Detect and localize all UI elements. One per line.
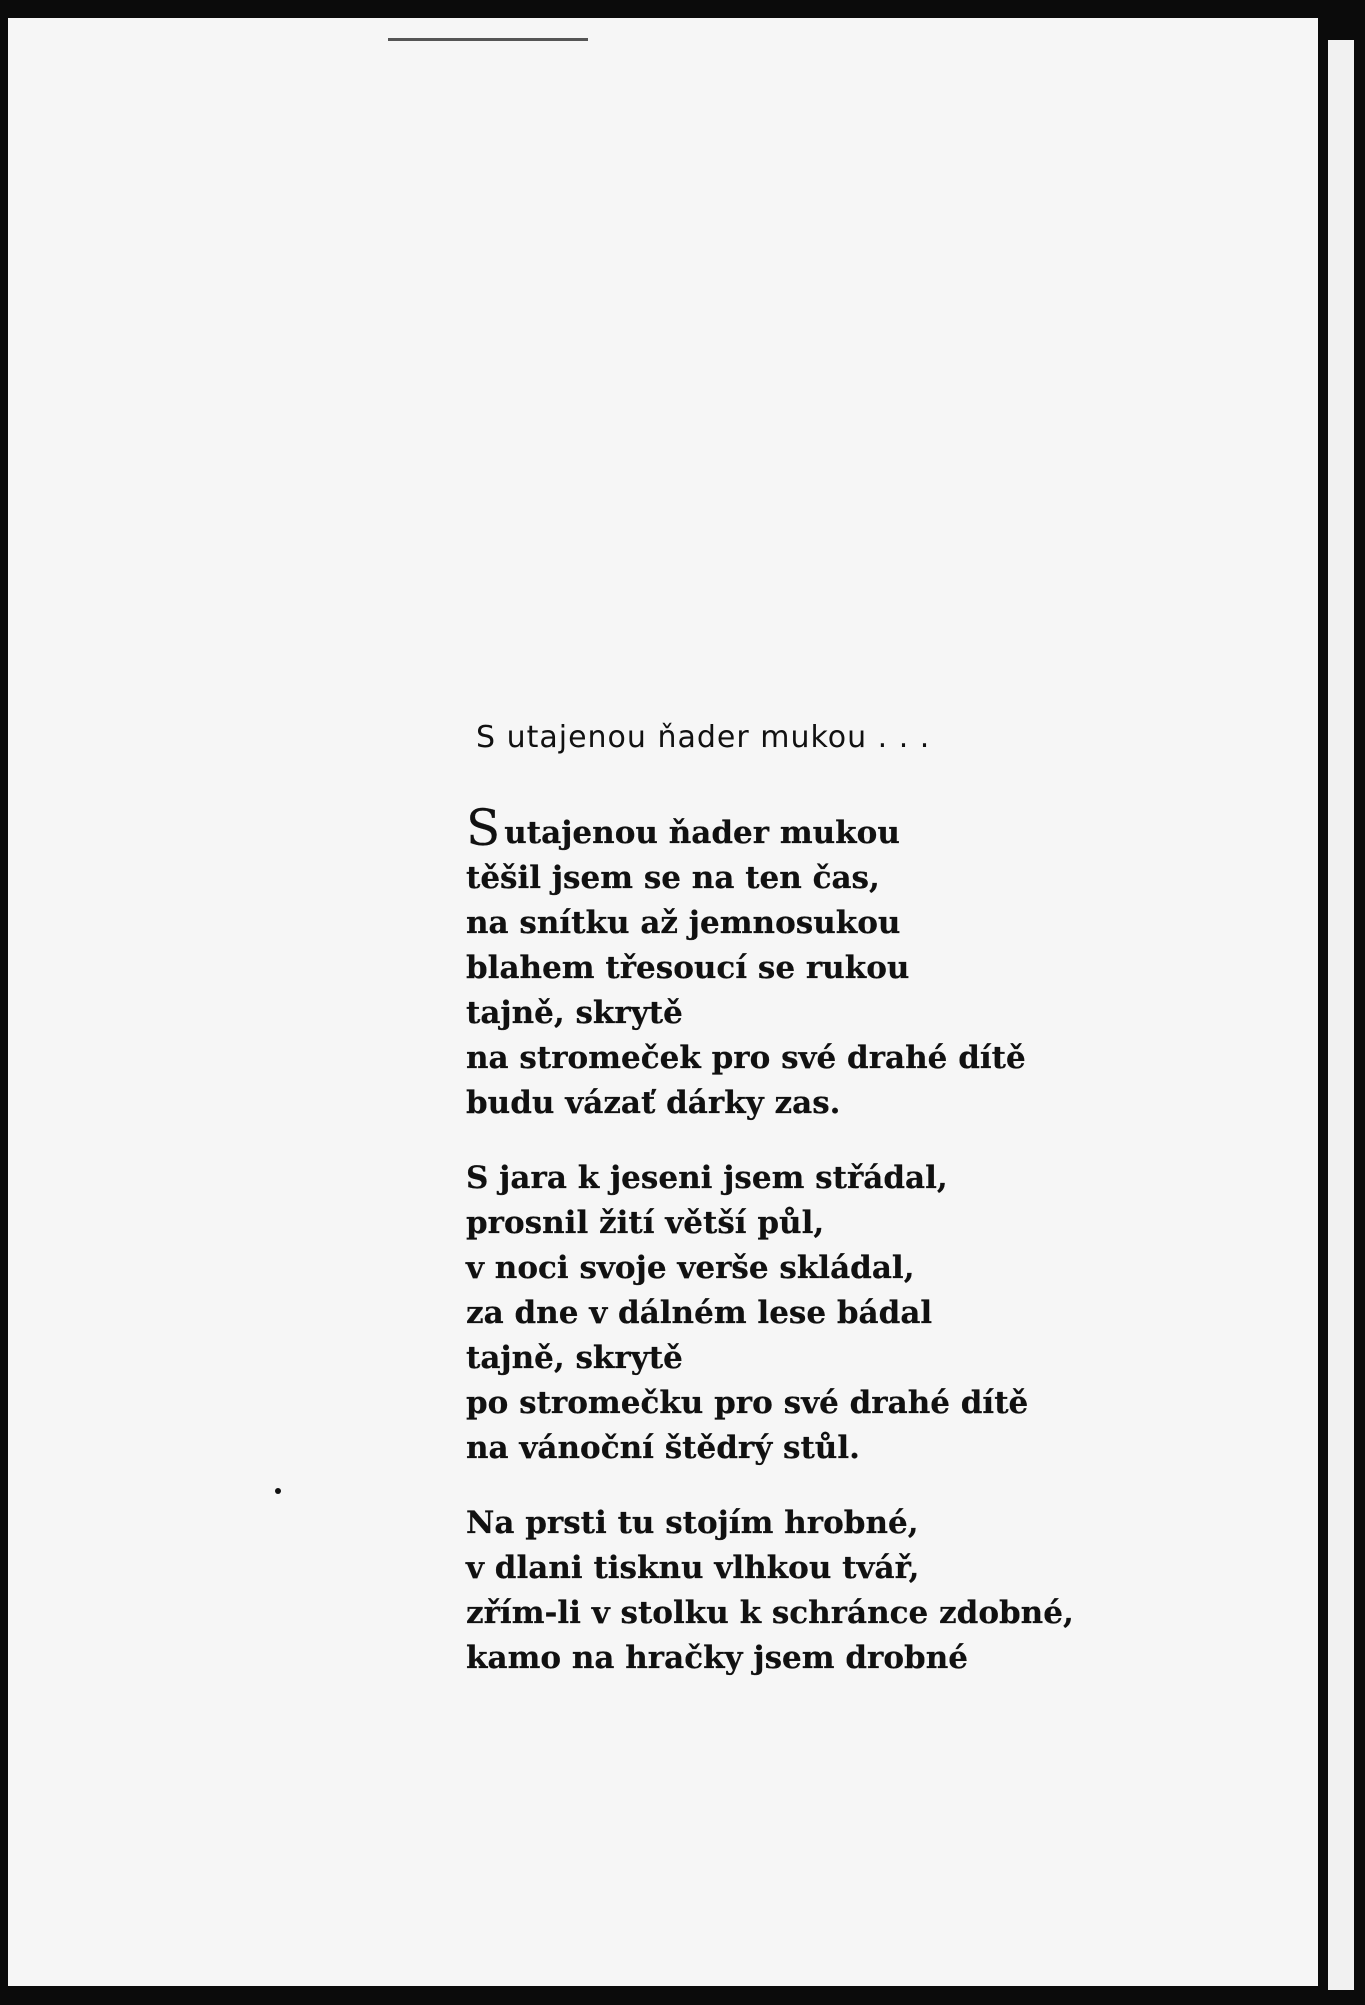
poem-line: těšil jsem se na ten čas,: [466, 860, 880, 896]
poem-title: S utajenou ňader mukou . . .: [476, 720, 931, 755]
ink-speck: [275, 1488, 281, 1494]
poem-body: [466, 799, 1074, 1711]
drop-cap: S: [466, 799, 501, 857]
stanza-1: [466, 799, 1074, 1126]
poem-line: v noci svoje verše skládal,: [466, 1250, 915, 1286]
book-page: [8, 18, 1318, 1986]
poem-line: Na prsti tu stojím hrobné,: [466, 1505, 919, 1541]
poem-line: blahem třesoucí se rukou: [466, 950, 910, 986]
poem-line: po stromečku pro své drahé dítě: [466, 1385, 1029, 1421]
poem-line: na stromeček pro své drahé dítě: [466, 1040, 1026, 1076]
poem-line: kamo na hračky jsem drobné: [466, 1640, 968, 1676]
stanza-3: [466, 1501, 1074, 1681]
poem-line: tajně, skrytě: [466, 995, 683, 1031]
next-page-edge: [1328, 40, 1354, 1990]
poem-line: tajně, skrytě: [466, 1340, 683, 1376]
stanza-2: [466, 1156, 1074, 1471]
page-edge-rule: [388, 38, 588, 41]
poem-line: v dlani tisknu vlhkou tvář,: [466, 1550, 920, 1586]
poem-line: na snítku až jemnosukou: [466, 905, 901, 941]
poem-line: prosnil žití větší půl,: [466, 1205, 825, 1241]
poem-line: za dne v dálném lese bádal: [466, 1295, 933, 1331]
poem-line: S jara k jeseni jsem střádal,: [466, 1160, 948, 1196]
poem-line: zřím-li v stolku k schránce zdobné,: [466, 1595, 1074, 1631]
poem-line: budu vázať dárky zas.: [466, 1085, 841, 1121]
poem-line: na vánoční štědrý stůl.: [466, 1430, 860, 1466]
poem-line: Sutajenou ňader mukou: [466, 799, 900, 857]
